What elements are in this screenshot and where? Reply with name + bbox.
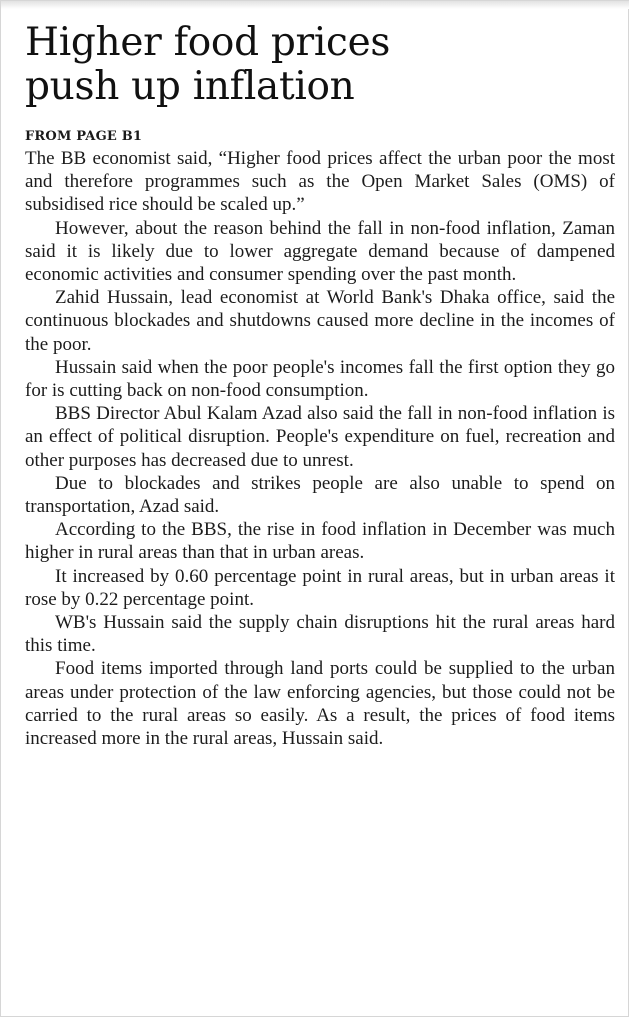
paragraph: Zahid Hussain, lead economist at World Bank's Dhaka office, said the continuous blockades and shutdowns caused more decline in the incomes of the poor. xyxy=(25,287,615,355)
clipping-top-edge xyxy=(1,1,629,9)
headline-line-2: push up inflation xyxy=(25,64,355,109)
paragraph: It increased by 0.60 percentage point in rural areas, but in urban areas it rose by 0.22 percentage point. xyxy=(25,565,615,610)
paragraph: The BB economist said, “Higher food prices affect the urban poor the most and therefore programmes such as the Open Market Sales (OMS) of subsidised rice should be scaled up.” xyxy=(25,148,615,216)
article-headline xyxy=(25,21,605,109)
paragraph: According to the BBS, the rise in food inflation in December was much higher in rural areas than that in urban areas. xyxy=(25,519,615,564)
paragraph: However, about the reason behind the fall in non-food inflation, Zaman said it is likely due to lower aggregate demand because of dampened economic activities and consumer spending over the past month. xyxy=(25,217,615,286)
headline-line-1: Higher food prices xyxy=(25,20,391,65)
paragraph: Hussain said when the poor people's incomes fall the first option they go for is cutting back on non-food consumption. xyxy=(25,356,615,402)
paragraph: Food items imported through land ports could be supplied to the urban areas under protection of the law enforcing agencies, but those could not be carried to the rural areas so easily. As a result, the prices of food items increased more in the rural areas, Hussain said. xyxy=(25,658,615,750)
paragraph: Due to blockades and strikes people are also unable to spend on transportation, Azad said. xyxy=(25,472,615,518)
paragraph: BBS Director Abul Kalam Azad also said the fall in non-food inflation is an effect of political disruption. People's expenditure on fuel, recreation and other purposes has decreased due to unrest. xyxy=(25,403,615,471)
article-body xyxy=(25,147,615,750)
continued-from-label: FROM PAGE B1 xyxy=(25,129,143,144)
paragraph: WB's Hussain said the supply chain disruptions hit the rural areas hard this time. xyxy=(25,612,615,657)
